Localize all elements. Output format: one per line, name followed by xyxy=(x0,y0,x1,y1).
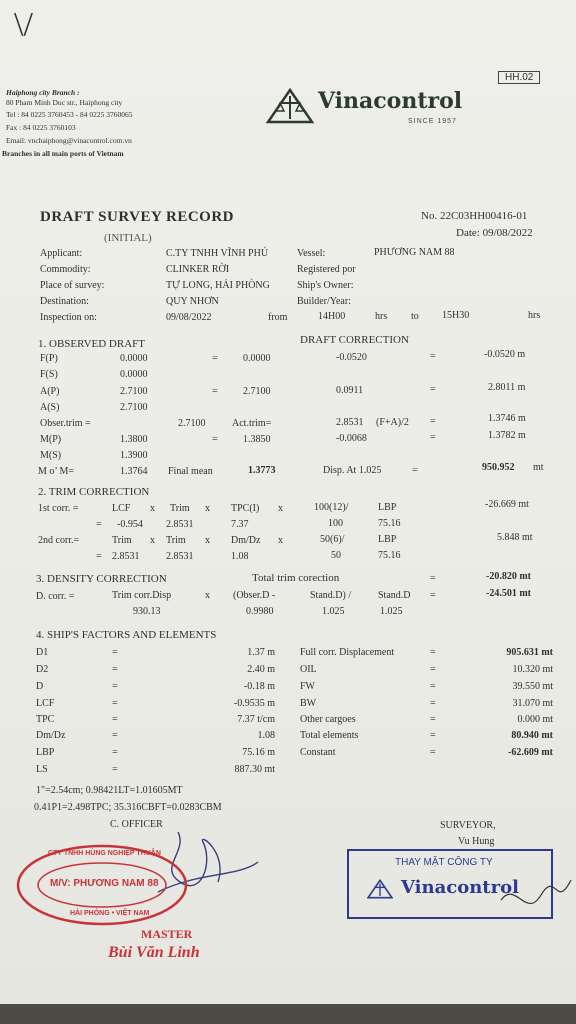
stamp-bottom-text: HẢI PHÒNG • VIỆT NAM xyxy=(70,910,150,917)
corner-check-mark: \/ xyxy=(14,6,33,43)
fp-result: -0.0520 m xyxy=(484,349,526,360)
second-corr-factor: 50(6)/ xyxy=(320,534,345,545)
ship-stamp-red xyxy=(14,842,190,928)
draft-correction-heading: DRAFT CORRECTION xyxy=(300,334,409,346)
element-label: FW xyxy=(300,681,315,692)
branch-fax: Fax : 84 0225 3760103 xyxy=(6,123,76,132)
displacement-value: 950.952 xyxy=(482,462,515,473)
commodity-value: CLINKER RỜI xyxy=(166,264,230,275)
stamp-line-1: THAY MẶT CÔNG TY xyxy=(395,857,493,868)
first-corr-factor-value: 100 xyxy=(328,518,343,529)
fp-equals-2: = xyxy=(430,351,436,362)
factor-label: D xyxy=(36,681,44,692)
ap-equals: = xyxy=(212,386,218,397)
to-time: 15H30 xyxy=(442,310,470,321)
factor-equals: = xyxy=(112,698,118,709)
conversion-line-1: 1"=2.54cm; 0.98421LT=1.01605MT xyxy=(36,785,183,796)
second-corr-x2: x xyxy=(205,535,210,546)
density-corr-standard-1: Stand.D) / xyxy=(310,590,352,601)
density-corr-trim-disp: Trim corr.Disp xyxy=(112,590,172,601)
density-corr-standard-2: Stand.D xyxy=(378,590,411,601)
element-equals: = xyxy=(430,647,436,658)
fa-equals: = xyxy=(430,416,436,427)
logo-name: Vinacontrol xyxy=(318,88,463,114)
observed-trim-label: Obser.trim = xyxy=(40,418,91,429)
mp-equals-2: = xyxy=(430,432,436,443)
element-value: -62.609 mt xyxy=(508,747,553,758)
inspection-label: Inspection on: xyxy=(40,312,97,323)
density-correction-heading: 3. DENSITY CORRECTION xyxy=(36,573,167,585)
element-label: BW xyxy=(300,698,317,709)
displacement-equals: = xyxy=(412,465,418,476)
factor-value: 75.16 m xyxy=(242,747,275,758)
element-label: Total elements xyxy=(300,730,359,741)
branch-address: 80 Pham Minh Duc str., Haiphong city xyxy=(6,98,123,107)
ms-value: 1.3900 xyxy=(120,450,148,461)
trim-correction-heading: 2. TRIM CORRECTION xyxy=(38,486,150,498)
mom-value: 1.3764 xyxy=(120,466,148,477)
element-value: 905.631 mt xyxy=(506,647,553,658)
second-corr-values-equals: = xyxy=(96,551,102,562)
element-value: 31.070 mt xyxy=(512,698,553,709)
factor-label: D1 xyxy=(36,647,49,658)
record-number: No. 22C03HH00416-01 xyxy=(421,210,528,222)
displacement-label: Disp. At 1.025 xyxy=(323,465,382,476)
total-trim-label: Total trim corection xyxy=(252,572,340,584)
first-corr-lbp-value: 75.16 xyxy=(378,518,401,529)
factor-value: 7.37 t/cm xyxy=(237,714,275,725)
factor-equals: = xyxy=(112,664,118,675)
second-corr-trim-value-2: 2.8531 xyxy=(166,551,194,562)
stamp-company-name: Vinacontrol xyxy=(401,877,519,898)
element-value: 39.550 mt xyxy=(512,681,553,692)
factor-value: 2.40 m xyxy=(247,664,275,675)
element-equals: = xyxy=(430,730,436,741)
fp-value: 0.0000 xyxy=(120,353,148,364)
factor-equals: = xyxy=(112,714,118,725)
logo-since: SINCE 1957 xyxy=(408,118,457,125)
element-equals: = xyxy=(430,714,436,725)
place-label: Place of survey: xyxy=(40,280,105,291)
first-corr-x1: x xyxy=(150,503,155,514)
factor-value: -0.18 m xyxy=(243,681,275,692)
inspection-date: 09/08/2022 xyxy=(166,312,212,323)
factor-equals: = xyxy=(112,647,118,658)
fp-correction: -0.0520 xyxy=(336,352,367,363)
as-value: 2.7100 xyxy=(120,402,148,413)
ap-mean: 2.7100 xyxy=(243,386,271,397)
density-corr-equals: = xyxy=(430,590,436,601)
master-label: MASTER xyxy=(141,927,193,941)
factor-label: Dm/Dz xyxy=(36,730,66,741)
branch-network: Branches in all main ports of Vietnam xyxy=(2,149,124,158)
fs-value: 0.0000 xyxy=(120,369,148,380)
vessel-label: Vessel: xyxy=(297,248,326,259)
factor-equals: = xyxy=(112,681,118,692)
first-corr-lcf-value: -0.954 xyxy=(117,519,143,530)
stamp-top-text: CTY TNHH HÙNG NGHIỆP THUẬN xyxy=(48,850,161,857)
vinacontrol-logo xyxy=(266,86,486,130)
element-label: OIL xyxy=(300,664,317,675)
element-equals: = xyxy=(430,698,436,709)
element-label: Other cargoes xyxy=(300,714,356,725)
element-label: Constant xyxy=(300,747,336,758)
fp-equals: = xyxy=(212,353,218,364)
ap-correction: 0.0911 xyxy=(336,385,364,396)
chief-officer-label: C. OFFICER xyxy=(110,819,163,830)
place-value: TỰ LONG, HẢI PHÒNG xyxy=(166,280,270,291)
ap-value: 2.7100 xyxy=(120,386,148,397)
stamp-vessel-text: M/V: PHƯƠNG NAM 88 xyxy=(50,878,159,889)
factor-value: 1.37 m xyxy=(247,647,275,658)
applicant-label: Applicant: xyxy=(40,248,83,259)
destination-label: Destination: xyxy=(40,296,89,307)
as-label: A(S) xyxy=(40,402,60,413)
factor-value: 1.08 xyxy=(257,730,275,741)
branch-tel: Tel : 84 0225 3760453 - 84 0225 3760065 xyxy=(6,110,133,119)
first-corr-result: -26.669 mt xyxy=(485,499,529,510)
factor-label: D2 xyxy=(36,664,49,675)
mp-value: 1.3800 xyxy=(120,434,148,445)
first-corr-lbp: LBP xyxy=(378,502,397,513)
element-value: 0.000 mt xyxy=(517,714,553,725)
mp-mean: 1.3850 xyxy=(243,434,271,445)
element-label: Full corr. Displacement xyxy=(300,647,395,658)
surveyor-name: Vu Hung xyxy=(458,836,495,847)
total-trim-result: -20.820 mt xyxy=(486,571,531,582)
registered-port-label: Registered por xyxy=(297,264,356,275)
first-corr-trim: Trim xyxy=(170,503,190,514)
second-corr-lbp: LBP xyxy=(378,534,397,545)
factor-label: TPC xyxy=(36,714,55,725)
mp-label: M(P) xyxy=(40,434,62,445)
observed-draft-heading: 1. OBSERVED DRAFT xyxy=(38,338,145,350)
builder-label: Builder/Year: xyxy=(297,296,351,307)
first-corr-factor: 100(12)/ xyxy=(314,502,349,513)
record-date: Date: 09/08/2022 xyxy=(456,227,533,239)
second-corr-x3: x xyxy=(278,535,283,546)
fp-mean: 0.0000 xyxy=(243,353,271,364)
final-mean-label: Final mean xyxy=(168,466,213,477)
surveyor-label: SURVEYOR, xyxy=(440,820,496,831)
branch-name: Haiphong city Branch : xyxy=(6,88,80,97)
to-label: to xyxy=(411,311,419,322)
document-title: DRAFT SURVEY RECORD xyxy=(40,209,234,225)
first-corr-x2: x xyxy=(205,503,210,514)
scales-emblem-icon xyxy=(367,879,393,899)
mp-equals: = xyxy=(212,434,218,445)
hrs-label-1: hrs xyxy=(375,311,388,322)
second-corr-label: 2nd corr.= xyxy=(38,535,80,546)
fp-label: F(P) xyxy=(40,353,58,364)
actual-trim-value: 2.8531 xyxy=(336,417,364,428)
document-subtitle: (INITIAL) xyxy=(104,232,152,244)
factor-equals: = xyxy=(112,730,118,741)
element-equals: = xyxy=(430,747,436,758)
actual-trim-label: Act.trim= xyxy=(232,418,272,429)
second-corr-trim: Trim xyxy=(112,535,132,546)
element-value: 10.320 mt xyxy=(512,664,553,675)
surveyor-signature xyxy=(496,870,576,930)
density-standard-value-2: 1.025 xyxy=(380,606,403,617)
ms-label: M(S) xyxy=(40,450,62,461)
density-standard-value-1: 1.025 xyxy=(322,606,345,617)
scales-emblem-icon xyxy=(266,88,314,124)
density-corr-x: x xyxy=(205,590,210,601)
density-observed-value: 0.9980 xyxy=(246,606,274,617)
first-corr-tpc-value: 7.37 xyxy=(231,519,249,530)
density-trim-disp-value: 930.13 xyxy=(133,606,161,617)
element-value: 80.940 mt xyxy=(511,730,553,741)
fa-half-label: (F+A)/2 xyxy=(376,417,409,428)
mp-result: 1.3782 m xyxy=(488,430,526,441)
first-corr-tpc: TPC(I) xyxy=(231,503,260,514)
vessel-value: PHƯƠNG NAM 88 xyxy=(374,247,455,258)
first-corr-label: 1st corr. = xyxy=(38,503,79,514)
factor-value: -0.9535 m xyxy=(233,698,275,709)
final-mean-value: 1.3773 xyxy=(248,465,276,476)
displacement-unit: mt xyxy=(533,462,544,473)
first-corr-lcf: LCF xyxy=(112,503,131,514)
hrs-label-2: hrs xyxy=(528,310,541,321)
applicant-value: C.TY TNHH VĨNH PHÚ xyxy=(166,248,269,259)
owner-label: Ship's Owner: xyxy=(297,280,354,291)
factor-label: LS xyxy=(36,764,48,775)
density-corr-observed: (Obser.D - xyxy=(233,590,276,601)
first-corr-values-equals: = xyxy=(96,519,102,530)
factor-equals: = xyxy=(112,764,118,775)
factor-label: LBP xyxy=(36,747,55,758)
mp-correction: -0.0068 xyxy=(336,433,367,444)
commodity-label: Commodity: xyxy=(40,264,91,275)
second-corr-factor-value: 50 xyxy=(331,550,341,561)
second-corr-dmdz-value: 1.08 xyxy=(231,551,249,562)
ship-factors-heading: 4. SHIP'S FACTORS AND ELEMENTS xyxy=(36,629,217,641)
element-equals: = xyxy=(430,681,436,692)
first-corr-x3: x xyxy=(278,503,283,514)
first-corr-trim-value: 2.8531 xyxy=(166,519,194,530)
from-time: 14H00 xyxy=(318,311,346,322)
factor-label: LCF xyxy=(36,698,55,709)
density-corr-result: -24.501 mt xyxy=(486,588,531,599)
destination-value: QUY NHƠN xyxy=(166,296,219,307)
density-corr-label: D. corr. = xyxy=(36,591,75,602)
factor-value: 887.30 mt xyxy=(234,764,275,775)
ap-result: 2.8011 m xyxy=(488,382,526,393)
form-code-box: HH.02 xyxy=(498,71,540,84)
second-corr-trim-value: 2.8531 xyxy=(112,551,140,562)
ap-equals-2: = xyxy=(430,384,436,395)
fa-result: 1.3746 m xyxy=(488,413,526,424)
observed-trim-value: 2.7100 xyxy=(178,418,206,429)
branch-email: Email: vnchaiphong@vinacontrol.com.vn xyxy=(6,136,132,145)
second-corr-trim-2: Trim xyxy=(166,535,186,546)
from-label: from xyxy=(268,312,288,323)
master-name: Bùi Văn Linh xyxy=(108,944,200,961)
photo-background-edge xyxy=(0,1004,576,1024)
factor-equals: = xyxy=(112,747,118,758)
second-corr-result: 5.848 mt xyxy=(497,532,533,543)
total-trim-equals: = xyxy=(430,573,436,584)
element-equals: = xyxy=(430,664,436,675)
fs-label: F(S) xyxy=(40,369,58,380)
conversion-line-2: 0.41P1=2.498TPC; 35.316CBFT=0.0283CBM xyxy=(34,802,222,813)
second-corr-lbp-value: 75.16 xyxy=(378,550,401,561)
second-corr-x1: x xyxy=(150,535,155,546)
mom-label: M o’ M= xyxy=(38,466,75,477)
second-corr-dmdz: Dm/Dz xyxy=(231,535,261,546)
ap-label: A(P) xyxy=(40,386,60,397)
